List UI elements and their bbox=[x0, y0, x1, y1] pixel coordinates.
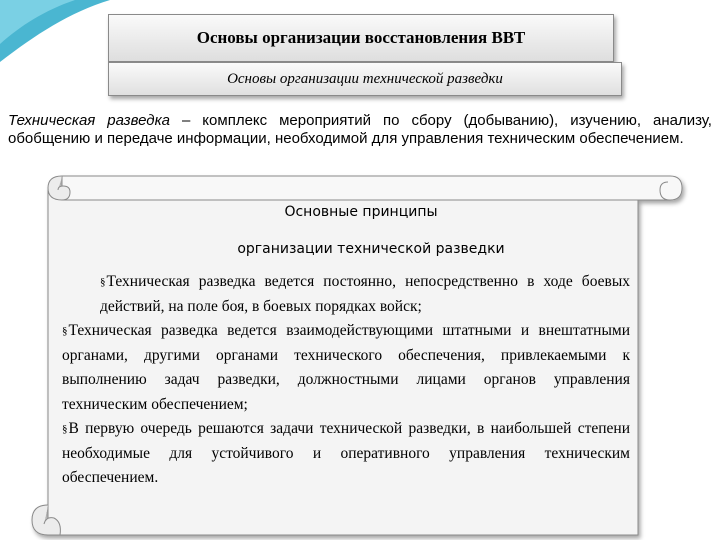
bullet-icon: § bbox=[62, 423, 68, 435]
definition-term: Техническая разведка bbox=[8, 112, 171, 129]
bullet-icon: § bbox=[62, 325, 68, 337]
principles-block bbox=[62, 194, 630, 491]
principle-item bbox=[62, 270, 630, 319]
principle-text: Техническая разведка ведется постоянно, непосредственно в ходе боевых действий, на поле боя, в боевых порядках войск; bbox=[100, 273, 630, 315]
principles-heading-line2: организации технической разведки bbox=[237, 241, 505, 257]
principle-item bbox=[62, 417, 630, 491]
principle-text: Техническая разведка ведется взаимодействующими штатными и внештатными органами, другими органами технического обеспечения, привлекаемыми к выполнению задач разведки, должностными лицами органов управления техническим обеспечением; bbox=[62, 322, 630, 413]
principle-item bbox=[62, 319, 630, 417]
principles-heading-line1: Основные принципы bbox=[284, 204, 438, 220]
principle-text: В первую очередь решаются задачи технической разведки, в наибольшей степени необходимые для устойчивого и оперативного управления техническим обеспечением. bbox=[62, 420, 630, 486]
page-subtitle: Основы организации технической разведки bbox=[227, 70, 503, 87]
principles-heading bbox=[62, 194, 630, 268]
page-title: Основы организации восстановления ВВТ bbox=[196, 28, 526, 47]
bullet-icon: § bbox=[100, 276, 106, 288]
definition-text: – комплекс мероприятий по сбору (добыванию), изучению, анализу, обобщению и передаче информации, необходимой для управления техническим обеспечением. bbox=[8, 112, 712, 147]
